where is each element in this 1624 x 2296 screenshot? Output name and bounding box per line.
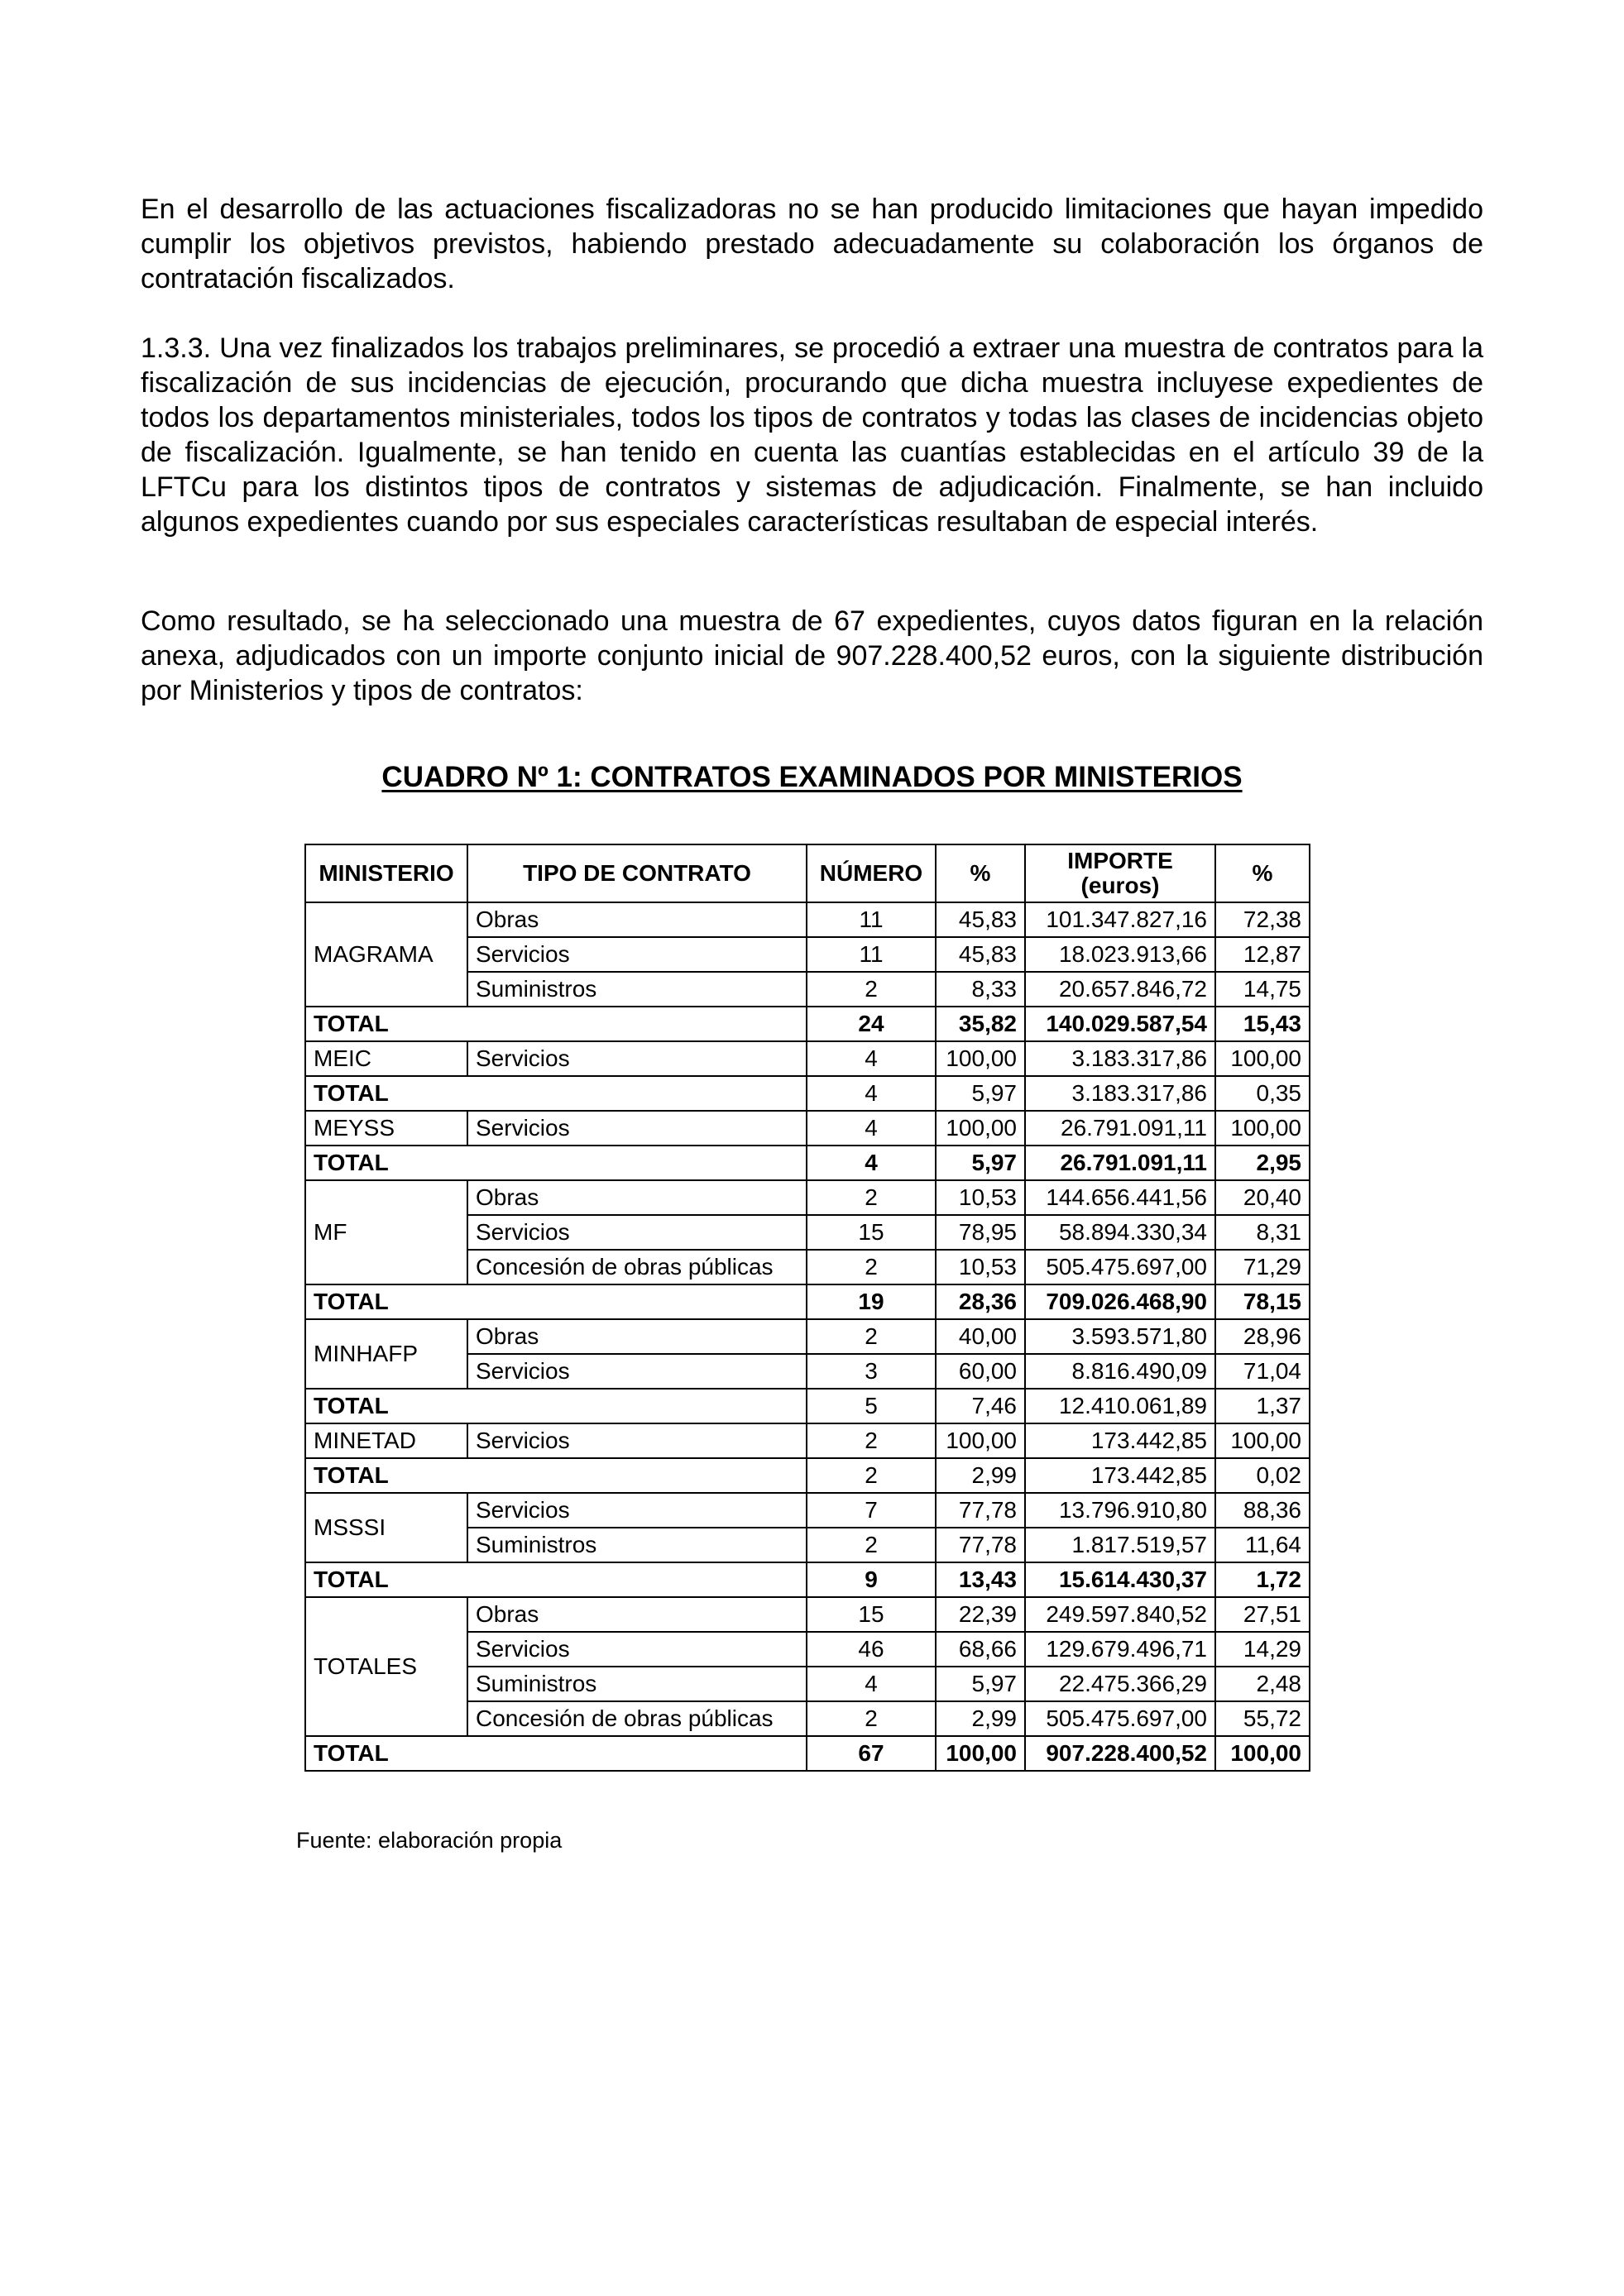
- cell-tipo-contrato: Concesión de obras públicas: [467, 1701, 807, 1736]
- cell-total-pct-importe: 100,00: [1215, 1736, 1310, 1771]
- cell-total-pct: 7,46: [936, 1389, 1025, 1423]
- cell-tipo-contrato: Servicios: [467, 1354, 807, 1389]
- source-note: Fuente: elaboración propia: [296, 1828, 563, 1853]
- table-total-row: [305, 1076, 1310, 1111]
- table-total-row: [305, 1284, 1310, 1319]
- cell-pct-numero: 68,66: [936, 1632, 1025, 1667]
- cell-numero: 2: [807, 1423, 936, 1458]
- cell-tipo-contrato: Servicios: [467, 1632, 807, 1667]
- cell-numero: 15: [807, 1597, 936, 1632]
- cell-tipo-contrato: Servicios: [467, 937, 807, 972]
- cell-pct-importe: 28,96: [1215, 1319, 1310, 1354]
- table-row: [305, 1111, 1310, 1146]
- cell-total-numero: 67: [807, 1736, 936, 1771]
- cell-pct-numero: 5,97: [936, 1667, 1025, 1701]
- table-title: CUADRO Nº 1: CONTRATOS EXAMINADOS POR MINISTERIOS: [381, 761, 1243, 793]
- cell-numero: 46: [807, 1632, 936, 1667]
- table-total-row: [305, 1458, 1310, 1493]
- cell-ministerio: MINHAFP: [305, 1319, 467, 1389]
- cell-total-importe: 26.791.091,11: [1025, 1146, 1215, 1180]
- cell-total-importe: 140.029.587,54: [1025, 1007, 1215, 1041]
- cell-numero: 4: [807, 1111, 936, 1146]
- header-pct-numero: %: [936, 844, 1025, 902]
- cell-ministerio: MINETAD: [305, 1423, 467, 1458]
- cell-pct-numero: 8,33: [936, 972, 1025, 1007]
- cell-total-pct-importe: 78,15: [1215, 1284, 1310, 1319]
- cell-pct-numero: 10,53: [936, 1180, 1025, 1215]
- table-row: [305, 1319, 1310, 1354]
- cell-tipo-contrato: Obras: [467, 1319, 807, 1354]
- table-total-row: [305, 1736, 1310, 1771]
- cell-tipo-contrato: Suministros: [467, 1667, 807, 1701]
- table-row: [305, 1423, 1310, 1458]
- cell-tipo-contrato: Servicios: [467, 1215, 807, 1250]
- cell-total-pct-importe: 1,72: [1215, 1562, 1310, 1597]
- cell-importe: 249.597.840,52: [1025, 1597, 1215, 1632]
- cell-pct-importe: 55,72: [1215, 1701, 1310, 1736]
- cell-total-label: TOTAL: [305, 1076, 807, 1111]
- cell-ministerio: TOTALES: [305, 1597, 467, 1736]
- cell-importe: 144.656.441,56: [1025, 1180, 1215, 1215]
- cell-pct-numero: 60,00: [936, 1354, 1025, 1389]
- cell-total-pct: 100,00: [936, 1736, 1025, 1771]
- cell-total-numero: 19: [807, 1284, 936, 1319]
- cell-pct-importe: 100,00: [1215, 1111, 1310, 1146]
- cell-tipo-contrato: Suministros: [467, 972, 807, 1007]
- paragraph-limitaciones: En el desarrollo de las actuaciones fiscalizadoras no se han producido limitaciones que hayan impedido cumplir los objetivos previstos, habiendo prestado adecuadamente su colaboración los órganos de contratación fiscalizados.: [141, 194, 1483, 294]
- cell-numero: 15: [807, 1215, 936, 1250]
- cell-total-importe: 173.442,85: [1025, 1458, 1215, 1493]
- table-total-row: [305, 1007, 1310, 1041]
- cell-ministerio: MF: [305, 1180, 467, 1284]
- cell-pct-numero: 78,95: [936, 1215, 1025, 1250]
- cell-total-numero: 24: [807, 1007, 936, 1041]
- cell-importe: 505.475.697,00: [1025, 1250, 1215, 1284]
- table-body: [305, 902, 1310, 1771]
- cell-total-pct: 5,97: [936, 1076, 1025, 1111]
- cell-total-numero: 5: [807, 1389, 936, 1423]
- cell-pct-importe: 88,36: [1215, 1493, 1310, 1528]
- header-pct-importe: %: [1215, 844, 1310, 902]
- cell-total-pct-importe: 0,02: [1215, 1458, 1310, 1493]
- cell-tipo-contrato: Servicios: [467, 1111, 807, 1146]
- cell-pct-importe: 8,31: [1215, 1215, 1310, 1250]
- cell-numero: 11: [807, 937, 936, 972]
- table-row: [305, 1041, 1310, 1076]
- contracts-table: [304, 844, 1310, 1772]
- cell-pct-importe: 14,75: [1215, 972, 1310, 1007]
- cell-pct-importe: 20,40: [1215, 1180, 1310, 1215]
- cell-total-pct: 5,97: [936, 1146, 1025, 1180]
- cell-importe: 22.475.366,29: [1025, 1667, 1215, 1701]
- cell-tipo-contrato: Servicios: [467, 1493, 807, 1528]
- cell-ministerio: MEIC: [305, 1041, 467, 1076]
- cell-numero: 2: [807, 1180, 936, 1215]
- header-tipo-contrato: TIPO DE CONTRATO: [467, 844, 807, 902]
- cell-total-label: TOTAL: [305, 1458, 807, 1493]
- cell-importe: 13.796.910,80: [1025, 1493, 1215, 1528]
- cell-numero: 2: [807, 1528, 936, 1562]
- cell-pct-importe: 14,29: [1215, 1632, 1310, 1667]
- cell-total-pct-importe: 2,95: [1215, 1146, 1310, 1180]
- cell-tipo-contrato: Servicios: [467, 1041, 807, 1076]
- cell-total-numero: 2: [807, 1458, 936, 1493]
- cell-importe: 8.816.490,09: [1025, 1354, 1215, 1389]
- cell-pct-numero: 40,00: [936, 1319, 1025, 1354]
- cell-total-importe: 12.410.061,89: [1025, 1389, 1215, 1423]
- cell-pct-importe: 2,48: [1215, 1667, 1310, 1701]
- cell-pct-numero: 45,83: [936, 937, 1025, 972]
- cell-pct-numero: 2,99: [936, 1701, 1025, 1736]
- cell-total-importe: 15.614.430,37: [1025, 1562, 1215, 1597]
- table-total-row: [305, 1389, 1310, 1423]
- cell-importe: 18.023.913,66: [1025, 937, 1215, 972]
- cell-importe: 26.791.091,11: [1025, 1111, 1215, 1146]
- cell-pct-importe: 12,87: [1215, 937, 1310, 972]
- cell-total-pct-importe: 1,37: [1215, 1389, 1310, 1423]
- cell-pct-importe: 71,29: [1215, 1250, 1310, 1284]
- cell-total-pct: 2,99: [936, 1458, 1025, 1493]
- cell-importe: 1.817.519,57: [1025, 1528, 1215, 1562]
- cell-pct-numero: 22,39: [936, 1597, 1025, 1632]
- cell-pct-importe: 71,04: [1215, 1354, 1310, 1389]
- paragraph-resultado: Como resultado, se ha seleccionado una muestra de 67 expedientes, cuyos datos figuran en la relación anexa, adjudicados con un importe conjunto inicial de 907.228.400,52 euros, con la siguiente distribución por Ministerios y tipos de contratos:: [141, 605, 1483, 706]
- cell-numero: 2: [807, 1319, 936, 1354]
- cell-numero: 2: [807, 1250, 936, 1284]
- cell-numero: 4: [807, 1041, 936, 1076]
- cell-tipo-contrato: Suministros: [467, 1528, 807, 1562]
- cell-pct-numero: 45,83: [936, 902, 1025, 937]
- cell-total-importe: 709.026.468,90: [1025, 1284, 1215, 1319]
- cell-tipo-contrato: Obras: [467, 1180, 807, 1215]
- cell-importe: 3.183.317,86: [1025, 1041, 1215, 1076]
- table-row: [305, 1493, 1310, 1528]
- header-importe: IMPORTE (euros): [1025, 844, 1215, 902]
- cell-numero: 7: [807, 1493, 936, 1528]
- cell-ministerio: MAGRAMA: [305, 902, 467, 1007]
- cell-total-numero: 4: [807, 1146, 936, 1180]
- cell-pct-numero: 10,53: [936, 1250, 1025, 1284]
- cell-total-label: TOTAL: [305, 1146, 807, 1180]
- cell-total-importe: 907.228.400,52: [1025, 1736, 1215, 1771]
- cell-pct-numero: 100,00: [936, 1041, 1025, 1076]
- cell-total-pct-importe: 15,43: [1215, 1007, 1310, 1041]
- cell-total-pct-importe: 0,35: [1215, 1076, 1310, 1111]
- paragraph-muestra: 1.3.3. Una vez finalizados los trabajos preliminares, se procedió a extraer una muestra de contratos para la fiscalización de sus incidencias de ejecución, procurando que dicha muestra incluyese expedientes de todos los departamentos ministeriales, todos los tipos de contratos y todas las clases de incidencias objeto de fiscalización. Igualmente, se han tenido en cuenta las cuantías establecidas en el artículo 39 de la LFTCu para los distintos tipos de contratos y sistemas de adjudicación. Finalmente, se han incluido algunos expedientes cuando por sus especiales características resultaban de especial interés.: [141, 332, 1483, 538]
- cell-total-pct: 35,82: [936, 1007, 1025, 1041]
- cell-pct-importe: 11,64: [1215, 1528, 1310, 1562]
- cell-importe: 173.442,85: [1025, 1423, 1215, 1458]
- cell-pct-importe: 100,00: [1215, 1041, 1310, 1076]
- cell-total-label: TOTAL: [305, 1736, 807, 1771]
- table-row: [305, 1180, 1310, 1215]
- cell-tipo-contrato: Obras: [467, 902, 807, 937]
- cell-total-pct: 28,36: [936, 1284, 1025, 1319]
- cell-pct-importe: 100,00: [1215, 1423, 1310, 1458]
- table-total-row: [305, 1562, 1310, 1597]
- cell-importe: 20.657.846,72: [1025, 972, 1215, 1007]
- header-ministerio: MINISTERIO: [305, 844, 467, 902]
- cell-pct-numero: 77,78: [936, 1528, 1025, 1562]
- cell-total-label: TOTAL: [305, 1284, 807, 1319]
- cell-ministerio: MEYSS: [305, 1111, 467, 1146]
- cell-importe: 58.894.330,34: [1025, 1215, 1215, 1250]
- cell-importe: 3.593.571,80: [1025, 1319, 1215, 1354]
- cell-total-label: TOTAL: [305, 1562, 807, 1597]
- cell-total-label: TOTAL: [305, 1389, 807, 1423]
- cell-total-pct: 13,43: [936, 1562, 1025, 1597]
- cell-pct-numero: 100,00: [936, 1111, 1025, 1146]
- cell-numero: 11: [807, 902, 936, 937]
- cell-numero: 2: [807, 972, 936, 1007]
- table-row: [305, 902, 1310, 937]
- cell-pct-importe: 72,38: [1215, 902, 1310, 937]
- cell-total-numero: 9: [807, 1562, 936, 1597]
- cell-importe: 505.475.697,00: [1025, 1701, 1215, 1736]
- cell-importe: 129.679.496,71: [1025, 1632, 1215, 1667]
- cell-tipo-contrato: Concesión de obras públicas: [467, 1250, 807, 1284]
- cell-tipo-contrato: Servicios: [467, 1423, 807, 1458]
- cell-total-label: TOTAL: [305, 1007, 807, 1041]
- cell-tipo-contrato: Obras: [467, 1597, 807, 1632]
- cell-pct-numero: 77,78: [936, 1493, 1025, 1528]
- cell-numero: 2: [807, 1701, 936, 1736]
- cell-numero: 4: [807, 1667, 936, 1701]
- cell-total-importe: 3.183.317,86: [1025, 1076, 1215, 1111]
- table-header-row: [305, 844, 1310, 902]
- header-numero: NÚMERO: [807, 844, 936, 902]
- cell-ministerio: MSSSI: [305, 1493, 467, 1562]
- table-total-row: [305, 1146, 1310, 1180]
- table-row: [305, 1597, 1310, 1632]
- cell-total-numero: 4: [807, 1076, 936, 1111]
- cell-pct-importe: 27,51: [1215, 1597, 1310, 1632]
- cell-numero: 3: [807, 1354, 936, 1389]
- cell-pct-numero: 100,00: [936, 1423, 1025, 1458]
- cell-importe: 101.347.827,16: [1025, 902, 1215, 937]
